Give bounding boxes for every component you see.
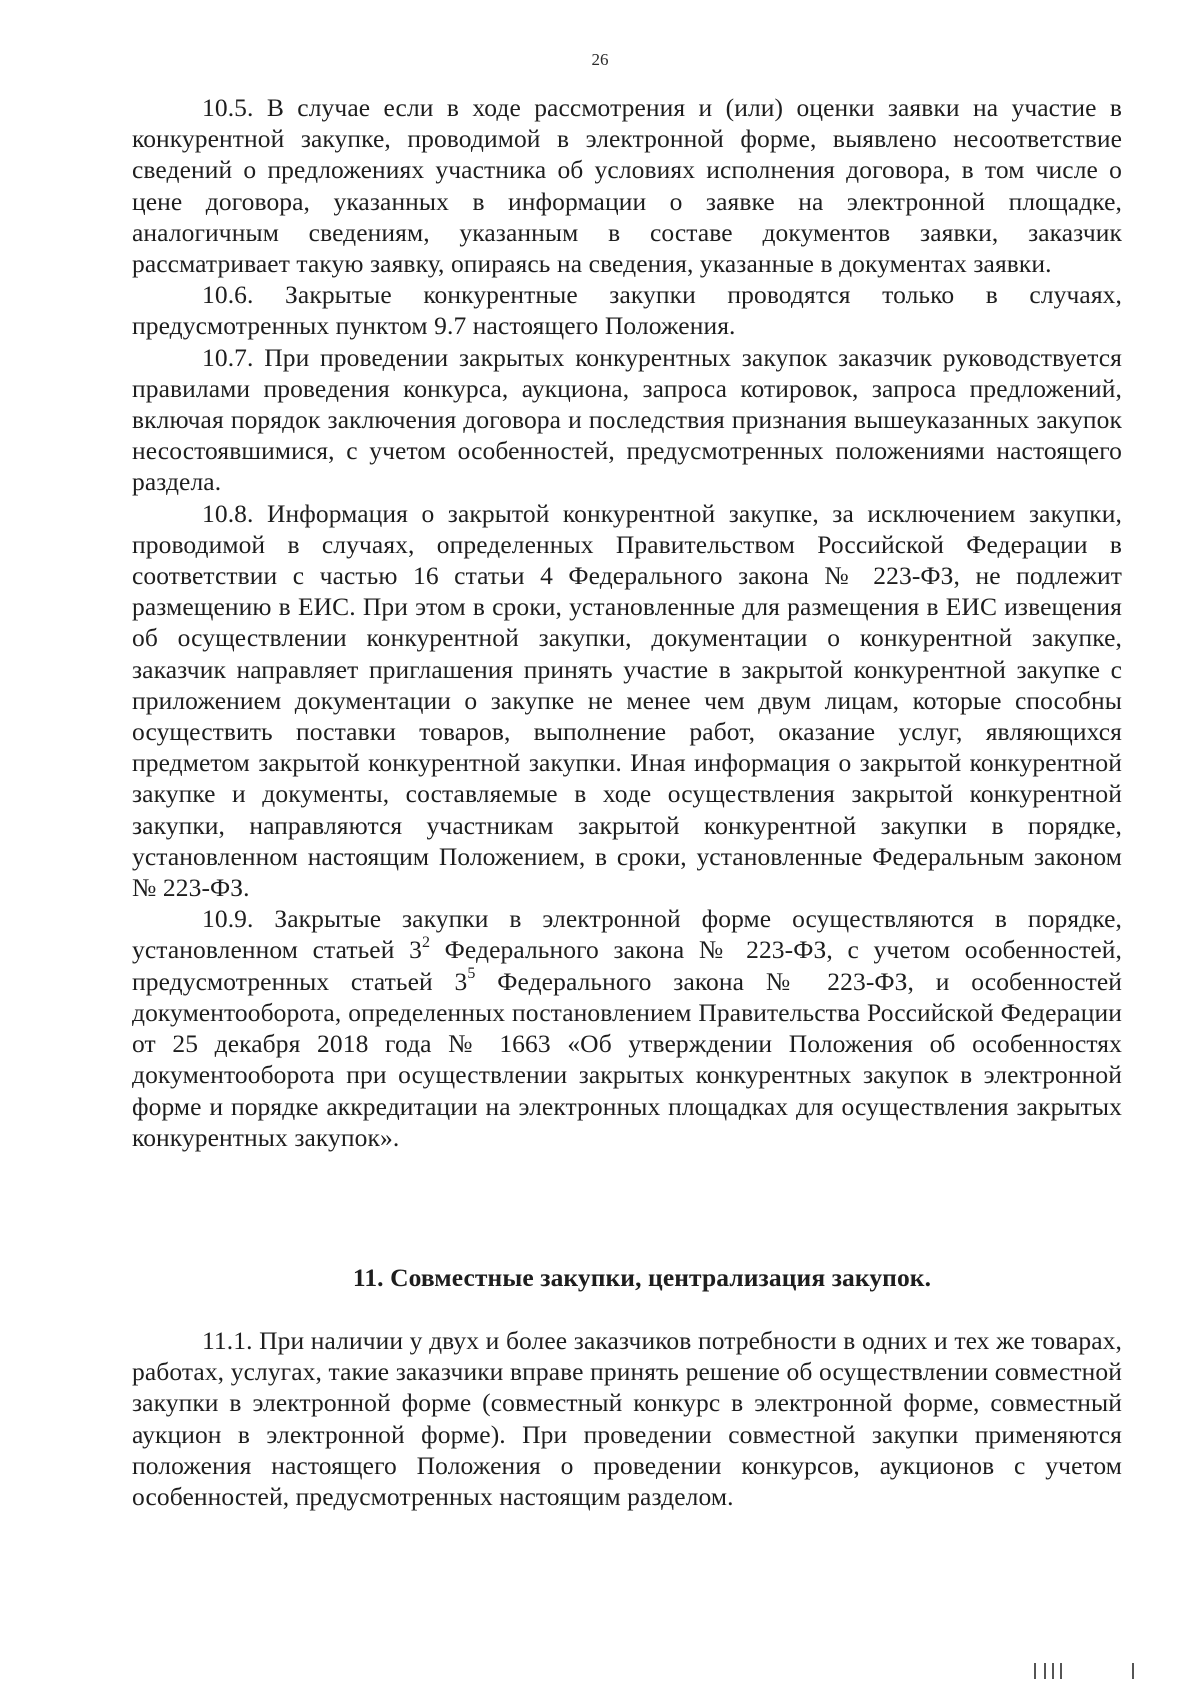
paragraph-10-9-part3: Федерального закона № 223-ФЗ, и особенностей документооборота, определенных постановлением Правительства Российской Федерации от 25 декабря 2018 года № 1663 «Об утверждении Положения об особенностях документооборота при осуществлении закрытых конкурентных закупок в электронной форме и порядке аккредитации на электронных площадках для осуществления закрытых конкурентных закупок». [132,966,1122,1152]
section-10-body [132,92,1122,1153]
paragraph-10-7: 10.7. При проведении закрытых конкурентных закупок заказчик руководствуется правилами проведения конкурса, аукциона, запроса котировок, запроса предложений, включая порядок заключения договора и последствия признания вышеуказанных закупок несостоявшимися, с учетом особенностей, предусмотренных положениями настоящего раздела. [132,342,1122,497]
paragraph-11-1: 11.1. При наличии у двух и более заказчиков потребности в одних и тех же товарах, работах, услугах, такие заказчики вправе принять решение об осуществлении совместной закупки в электронной форме (совместный конкурс в электронной форме, совместный аукцион в электронной форме). При проведении совместной закупки применяются положения настоящего Положения о проведении конкурсов, аукционов с учетом особенностей, предусмотренных настоящим разделом. [132,1326,1122,1512]
paragraph-10-6: 10.6. Закрытые конкурентные закупки проводятся только в случаях, предусмотренных пунктом 9.7 настоящего Положения. [132,280,1122,341]
superscript-5: 5 [467,965,476,983]
scan-marks-decoration [1020,1657,1140,1679]
section-11-body [132,1325,1122,1512]
paragraph-10-9-part2: Федерального закона № 223-ФЗ, с учетом особенностей, предусмотренных статьей 3 [132,935,1122,996]
paragraph-10-9-part1: 10.9. Закрытые закупки в электронной форме осуществляются в порядке, установленном статьей 3 [132,904,1122,965]
section-11-heading-block [132,1262,1122,1293]
section-11-heading: 11. Совместные закупки, централизация закупок. [352,1263,932,1292]
paragraph-10-8: 10.8. Информация о закрытой конкурентной закупке, за исключением закупки, проводимой в случаях, определенных Правительством Российской Федерации в соответствии с частью 16 статьи 4 Федерального закона № 223-ФЗ, не подлежит размещению в ЕИС. При этом в сроки, установленные для размещения в ЕИС извещения об осуществлении конкурентной закупки, документации о конкурентной закупке, заказчик направляет приглашения принять участие в закрытой конкурентной закупке с приложением документации о закупке не менее чем двум лицам, которые способны осуществить поставки товаров, выполнение работ, оказание услуг, являющихся предметом закрытой конкурентной закупки. Иная информация о закрытой конкурентной закупке и документы, составляемые в ходе осуществления закрытой конкурентной закупки, направляются участникам закрытой конкурентной закупки в порядке, установленном настоящим Положением, в сроки, установленные Федеральным законом № 223-ФЗ. [132,498,1122,903]
paragraph-10-5: 10.5. В случае если в ходе рассмотрения и (или) оценки заявки на участие в конкурентной закупке, проводимой в электронной форме, выявлено несоответствие сведений о предложениях участника об условиях исполнения договора, в том числе о цене договора, указанных в информации о заявке на электронной площадке, аналогичным сведениям, указанным в составе документов заявки, заказчик рассматривает такую заявку, опираясь на сведения, указанные в документах заявки. [132,93,1122,279]
superscript-2: 2 [421,933,431,951]
paragraph-10-9 [132,903,1122,1153]
page-number: 26 [591,50,609,69]
